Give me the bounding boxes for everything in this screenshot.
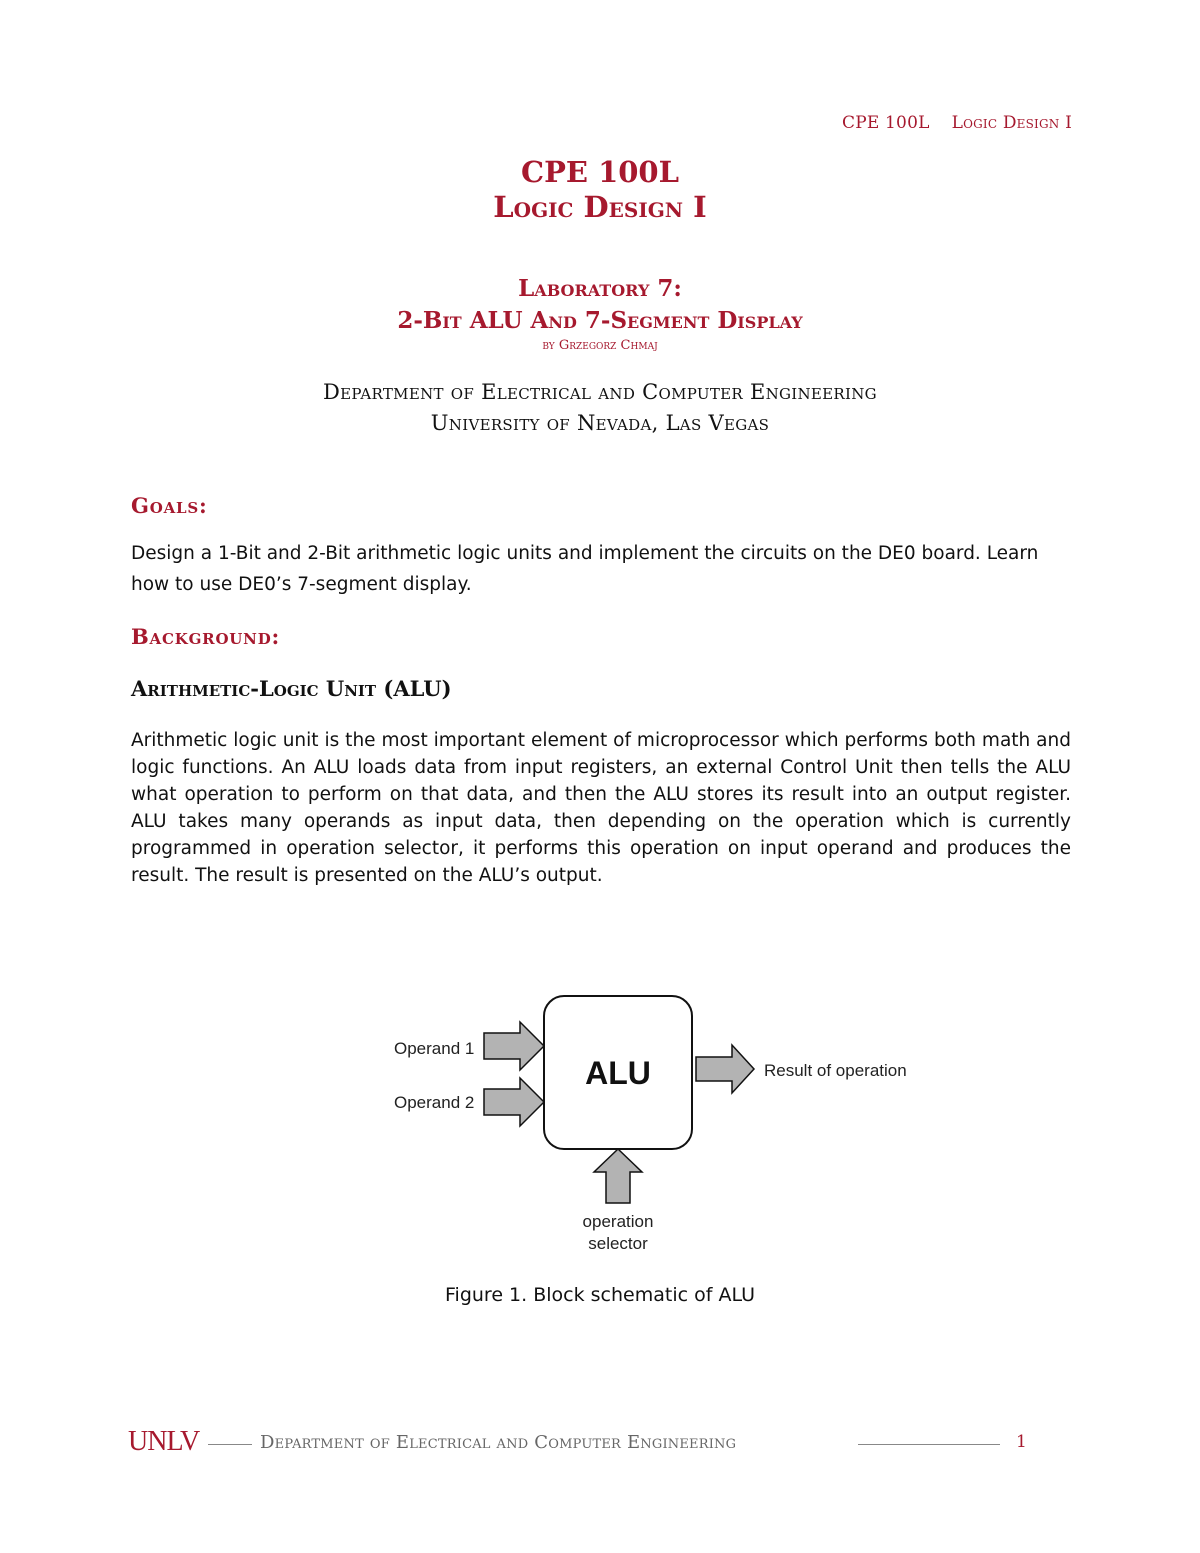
operand-1-arrow xyxy=(484,1022,544,1070)
lab-author: by Grzegorz Chmaj xyxy=(542,338,658,353)
figure-caption: Figure 1. Block schematic of ALU xyxy=(445,1284,755,1306)
selector-label-line-1: operation xyxy=(582,1212,654,1231)
running-header xyxy=(842,113,1072,133)
background-heading: Background: xyxy=(131,624,281,649)
selector-label-line-2: selector xyxy=(588,1234,648,1253)
header-course-code: CPE 100L xyxy=(841,113,930,133)
header-course-name: Logic Design I xyxy=(951,113,1072,133)
result-arrow xyxy=(696,1045,754,1093)
page-number: 1 xyxy=(1016,1432,1027,1452)
university-name: University of Nevada, Las Vegas xyxy=(430,411,770,435)
operand-2-label: Operand 2 xyxy=(394,1093,475,1112)
course-name: Logic Design I xyxy=(493,190,707,224)
alu-block-label: ALU xyxy=(585,1055,651,1091)
operand-2-arrow xyxy=(484,1078,544,1126)
goals-heading: Goals: xyxy=(131,493,208,518)
footer-department: Department of Electrical and Computer Engineering xyxy=(260,1432,737,1453)
lab-title: 2-Bit ALU And 7-Segment Display xyxy=(397,307,803,334)
result-label: Result of operation xyxy=(764,1061,907,1080)
lab-number: Laboratory 7: xyxy=(518,275,682,302)
alu-block-diagram xyxy=(380,990,940,1260)
footer-divider-left xyxy=(208,1444,252,1445)
alu-subheading: Arithmetic-Logic Unit (ALU) xyxy=(131,676,452,701)
footer-divider-right xyxy=(858,1444,1000,1445)
page-footer xyxy=(128,1426,1028,1462)
department-name: Department of Electrical and Computer Engineering xyxy=(323,380,877,404)
course-code: CPE 100L xyxy=(520,155,679,189)
operand-1-label: Operand 1 xyxy=(394,1039,475,1058)
goals-text: Design a 1-Bit and 2-Bit arithmetic logic units and implement the circuits on the DE0 board. Learn how to use DE0’s 7-segment display. xyxy=(131,543,1039,595)
alu-paragraph: Arithmetic logic unit is the most important element of microprocessor which performs both math and logic functions. An ALU loads data from input registers, an external Control Unit then tells the ALU what operation to perform on that data, and then the ALU stores its result into an output register. ALU takes many operands as input data, then depending on the operation which is currently programmed in operation selector, it performs this operation on input operand and produces the result. The result is presented on the ALU’s output. xyxy=(131,730,1071,886)
unlv-logo: UNLV xyxy=(128,1426,200,1457)
selector-arrow xyxy=(594,1149,642,1203)
